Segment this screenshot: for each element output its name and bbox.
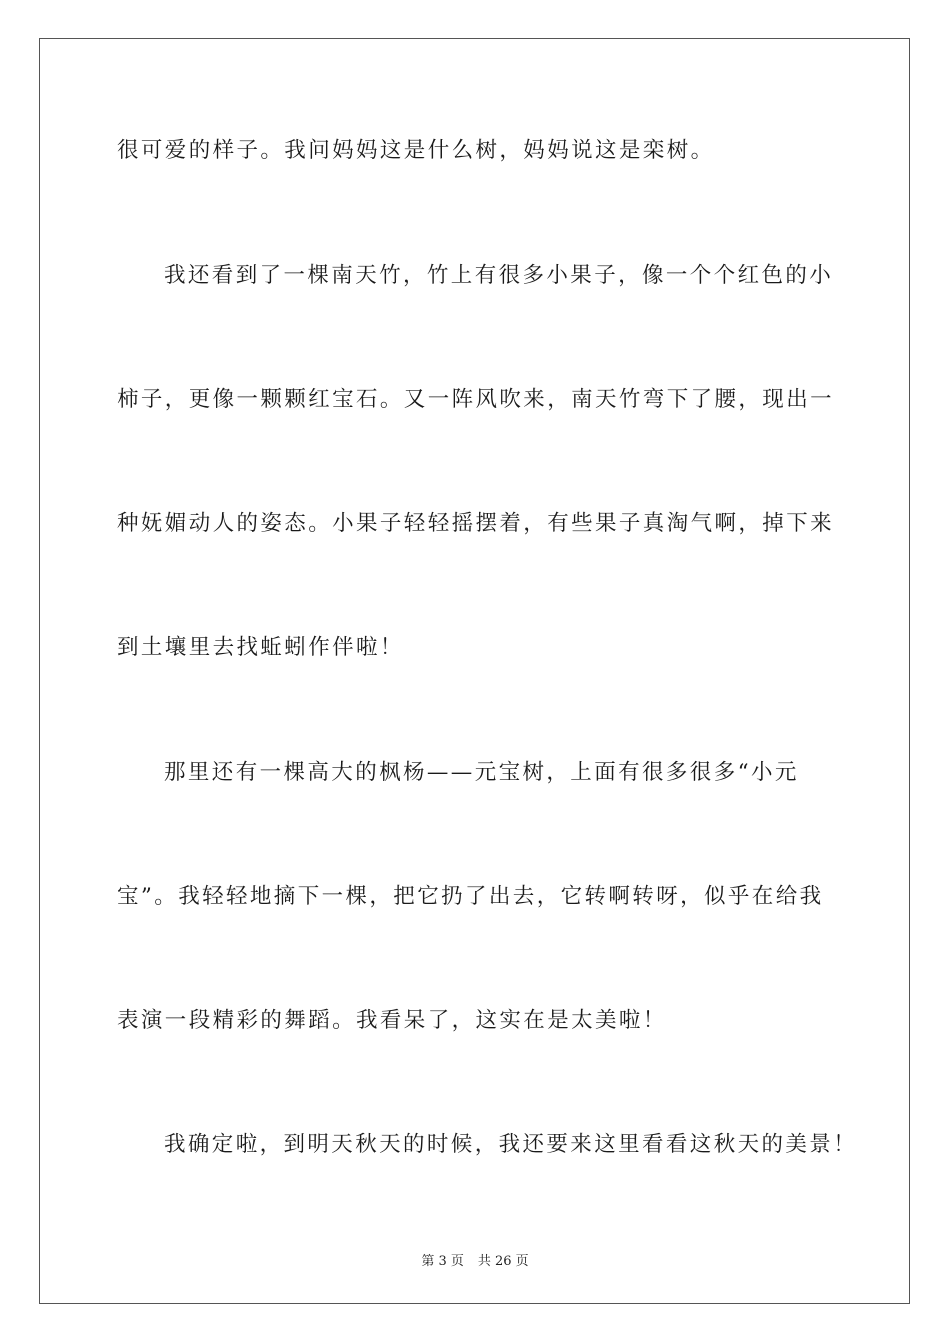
paragraph-line-4: 种妩媚动人的姿态。小果子轻轻摇摆着，有些果子真淘气啊，掉下来 [117,511,835,536]
paragraph-line-1: 很可爱的样子。我问妈妈这是什么树，妈妈说这是栾树。 [117,138,715,163]
page-number: 第 3 页 [421,1254,464,1269]
paragraph-line-9: 我确定啦，到明天秋天的时候，我还要来这里看看这秋天的美景！ [164,1132,858,1157]
paragraph-line-2: 我还看到了一棵南天竹，竹上有很多小果子，像一个个红色的小 [164,263,834,288]
page-total: 共 26 页 [477,1254,529,1269]
paragraph-line-6: 那里还有一棵高大的枫杨——元宝树，上面有很多很多“小元 [164,760,799,785]
paragraph-line-7: 宝”。我轻轻地摘下一棵，把它扔了出去，它转啊转呀，似乎在给我 [117,884,824,909]
page-footer [0,1250,950,1269]
paragraph-line-5: 到土壤里去找蚯蚓作伴啦！ [117,635,404,660]
paragraph-line-3: 柿子，更像一颗颗红宝石。又一阵风吹来，南天竹弯下了腰，现出一 [117,387,835,412]
paragraph-line-8: 表演一段精彩的舞蹈。我看呆了，这实在是太美啦！ [117,1008,667,1033]
page-border [39,38,910,1304]
